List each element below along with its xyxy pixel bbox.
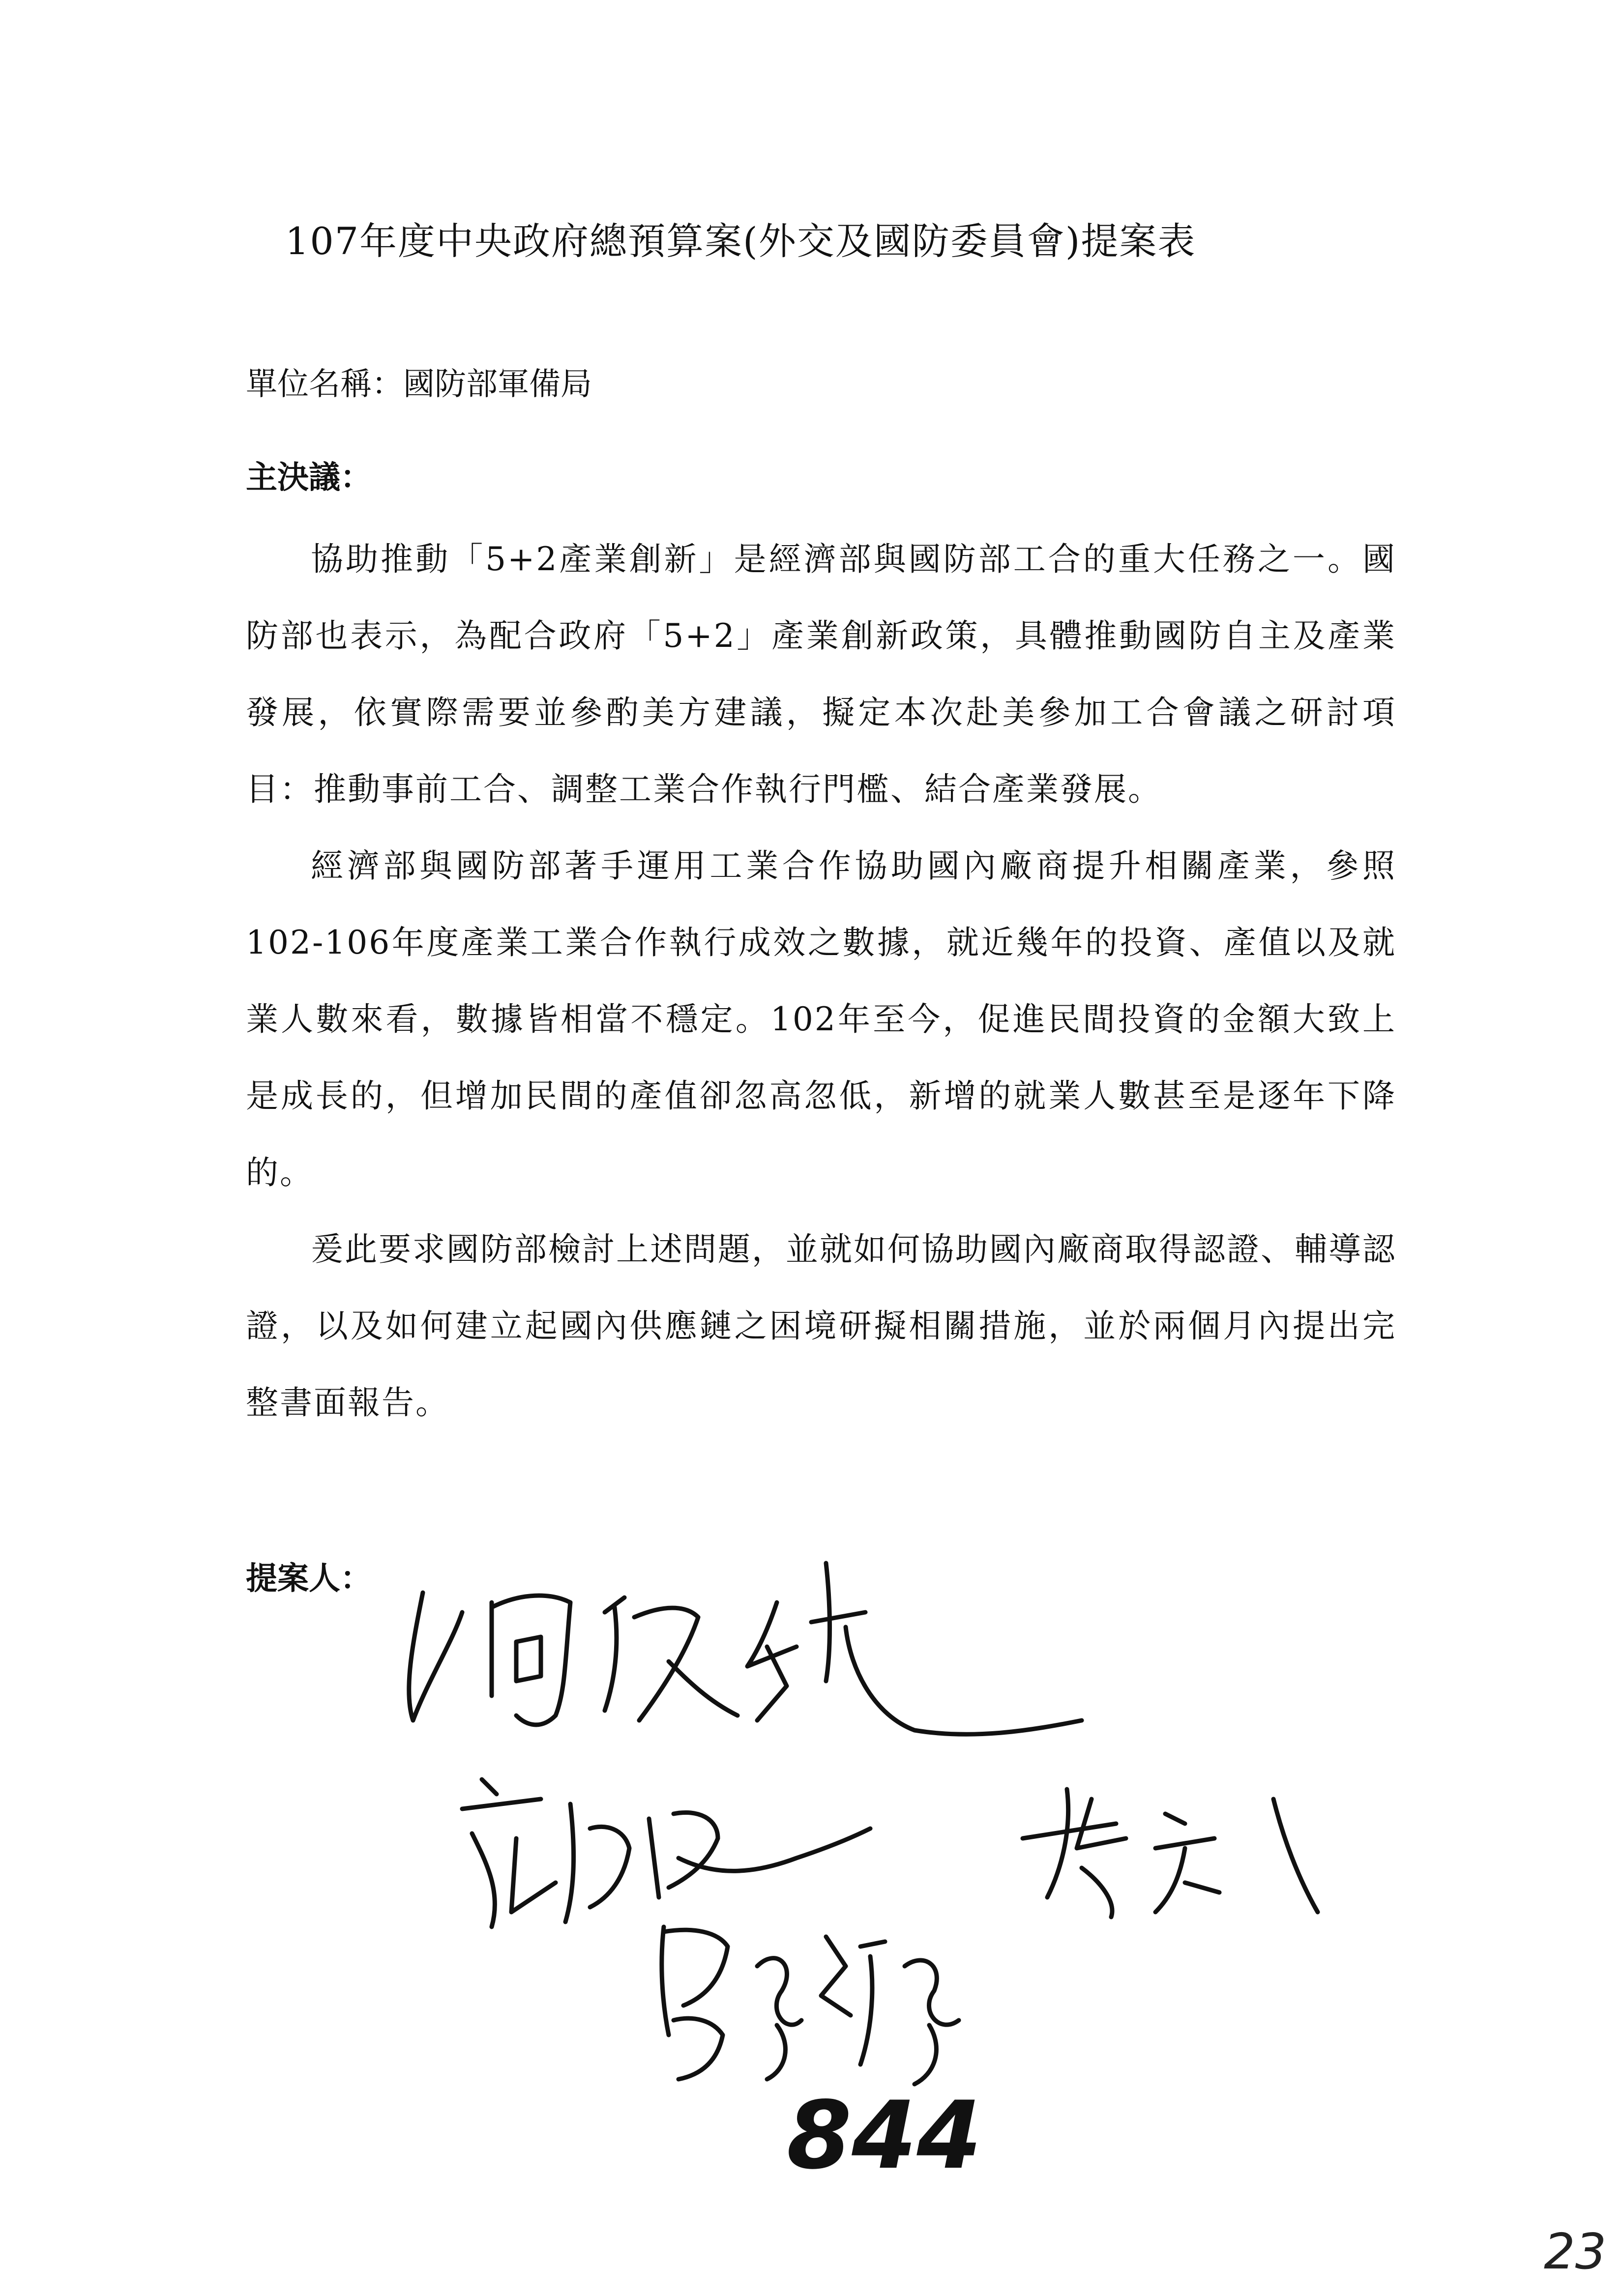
unit-name: 單位名稱：國防部軍備局 xyxy=(246,366,592,403)
decision-heading: 主決議： xyxy=(246,459,372,496)
stamped-page-number-text: 844 xyxy=(787,2081,982,2190)
paragraph-1: 協助推動「5+2產業創新」是經濟部與國防部工合的重大任務之一。國防部也表示，為配合政府「5+2」產業創新政策，具體推動國防自主及產業發展，依實際需要並參酌美方建議，擬定本次赴美參加工合會議之研討項目：推動事前工合、調整工業合作執行門檻、結合產業發展。 xyxy=(246,540,1396,808)
signature-3 xyxy=(1008,1770,1323,1927)
corner-page-number-text: 23 xyxy=(1544,2223,1607,2280)
corner-page-number xyxy=(1539,2222,1618,2281)
paragraph-2: 經濟部與國防部著手運用工業合作協助國內廠商提升相關產業，參照102-106年度產業工業合作執行成效之數據，就近幾年的投資、產值以及就業人數來看，數據皆相當不穩定。102年至今，促進民間投資的金額大致上是成長的，但增加民間的產值卻忽高忽低，新增的就業人數甚至是逐年下降的。 xyxy=(246,847,1396,1192)
signature-4 xyxy=(639,1907,974,2094)
stamped-page-number xyxy=(782,2081,982,2190)
paragraph-3: 爰此要求國防部檢討上述問題，並就如何協助國內廠商取得認證、輔導認證，以及如何建立起國內供應鏈之困境研擬相關措施，並於兩個月內提出完整書面報告。 xyxy=(246,1230,1396,1422)
decision-body xyxy=(246,521,1396,1441)
signature-1 xyxy=(393,1534,1092,1779)
proposer-heading: 提案人： xyxy=(246,1560,372,1597)
document-title: 107年度中央政府總預算案(外交及國防委員會)提案表 xyxy=(285,219,1196,263)
